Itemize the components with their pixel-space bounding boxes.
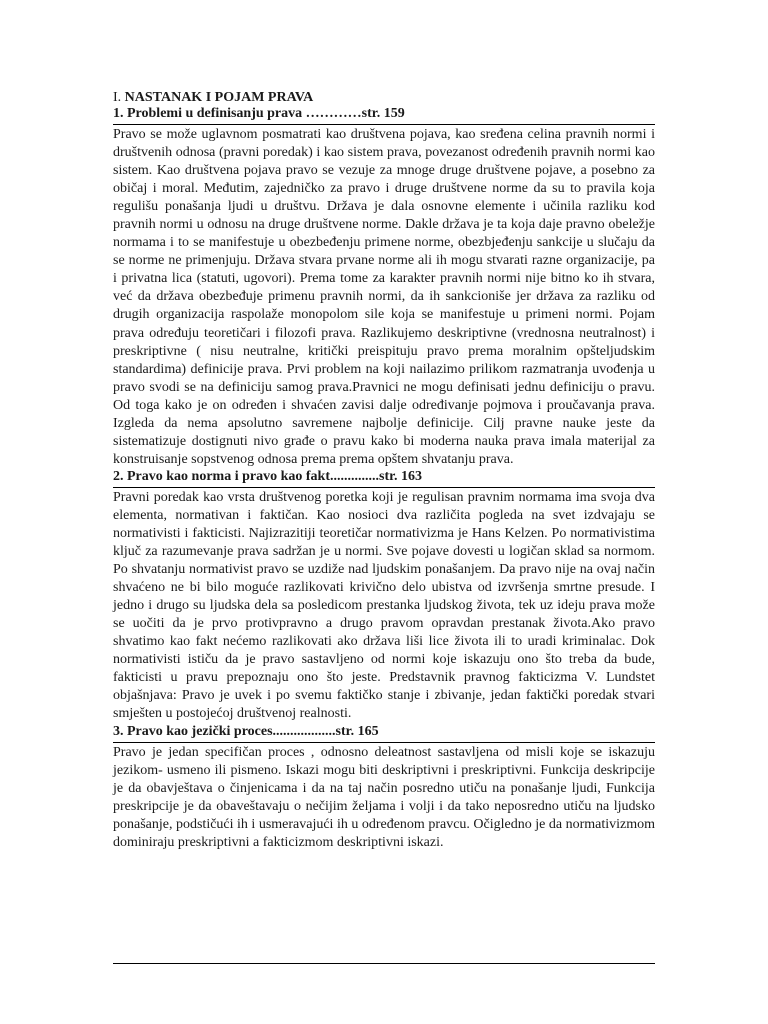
section-3-heading	[113, 724, 655, 743]
chapter-numeral: I.	[113, 90, 122, 105]
chapter-title: NASTANAK I POJAM PRAVA	[124, 90, 314, 105]
section-2-title: 2. Pravo kao norma i pravo kao fakt..............	[113, 468, 379, 484]
chapter-heading	[113, 90, 655, 106]
section-2-heading	[113, 469, 655, 488]
section-1-page-ref: str. 159	[361, 106, 405, 121]
document-content	[113, 90, 655, 852]
section-2-page-ref: str. 163	[379, 468, 423, 484]
section-1-body: Pravo se može uglavnom posmatrati kao društvena pojava, kao sređena celina pravnih normi i društvenih odnosa (pravni poredak) i kao sistem prava, povezanost određenih pravnih normi kao sistem. Kao društvena pojava pravo se vezuje za mnoge druge društvene pojave, a posebno za običaj i moral. Međutim, zajedničko za pravo i druge društvene norme da su to pravila koja regulišu ponašanja ljudi u društvu. Država je dala osnovne elemente i učinila razliku kod pravnih normi u odnosu na druge društvene norme. Dakle država je ta koja daje pravno obeležje normama i to se manifestuje u obezbeđenju primene norme, obezbjeđenju sankcije u slučaju da se norme ne primenjuju. Država stvara prvane norme ali ih mogu stvarati razne organizacije, pa i privatna lica (statuti, ugovori). Prema tome za karakter pravnih normi nije bitno ko ih stvara, već da država obezbeđuje primenu pravnih normi, da ih sankcioniše jer država za razliku od drugih organizacija raspolaže monopolom sile koja se manifestuje u primeni normi. Pojam prava određuju teoretičari i filozofi prava. Razlikujemo deskriptivne (vrednosna neutralnost) i preskriptivne ( nisu neutralne, kritički preispituju pravo prema moralnim opšteljudskim standardima) definicije prava. Prvi problem na koji nailazimo prilikom razmatranja uvođenja u pravo svodi se na definiciju samog prava.Pravnici ne mogu definisati jednu definiciju o pravu. Od toga kako je on određen i shvaćen zavisi dalje određivanje pojmova i proučavanja prava. Izgleda da nema apsolutno savremene najbolje definicije. Cilj pravne nauke jeste da sistematizuje dostignuti nivo građe o pravu kako bi moderna nauka prava imala materijal za konstruisanje sopstvenog odnosa prema prema opštem shvatanju prava.	[113, 127, 655, 467]
section-1-title: 1. Problemi u definisanju prava …………	[113, 106, 362, 121]
section-1-heading	[113, 106, 655, 125]
footer-divider	[113, 963, 655, 964]
section-3-title: 3. Pravo kao jezički proces..................	[113, 723, 336, 739]
section-3-body: Pravo je jedan specifičan proces , odnosno deleatnost sastavljena od misli koje se iskazuju jezikom- usmeno ili pismeno. Iskazi mogu biti deskriptivni i preskriptivni. Funkcija deskripcije je da obavještava o činjenicama i da na taj način posredno utiču na ponašanje ljudi, Funkcija preskripcije je da obaveštavaju o nečijim željama i volji i da tako neposredno utiču na ljudsko ponašanje, podstičući ih i usmeravajući ih u određenom pravcu. Očigledno je da normativizmom dominiraju preskriptivni a fakticizmom deskriptivni iskazi.	[113, 744, 655, 850]
section-3-page-ref: str. 165	[335, 723, 379, 739]
section-2-body: Pravni poredak kao vrsta društvenog poretka koji je regulisan pravnim normama ima svoja dva elementa, normativan i faktičan. Kao nosioci dva različita pogleda na svet izdvajaju se normativisti i fakticisti. Najizrazitiji teoretičar normativizma je Hans Kelzen. Po normativistima ključ za razumevanje prava sadržan je u normi. Sve pojave dovesti u logičan sklad sa normom. Po shvatanju normativist pravo se uzdiže nad ljudskim ponašanjem. Da pravo nije na ovaj način shvaćeno ne bi bilo moguće razlikovati krivično delo ubistva od izvršenja smrtne presude. I jedno i drugo su ljudska dela sa posledicom prestanka ljudskog života, tek uz ideju prava može se uočiti da je prvo protivpravno a drugo pravom opravdan prestanak života.Ako pravo shvatimo kao fakt nećemo razlikovati ako država liši lice života ili to uradi kriminalac. Dok normativisti ističu da je pravo sastavljeno od normi koje iskazuju ono što treba da bude, fakticisti u pravu prepoznaju ono što jeste. Predstavnik pravnog fakticizma V. Lundstet objašnjava: Pravo je uvek i po svemu faktičko stanje i zbivanje, jedan faktički poredak stvari smješten u postojećoj društvenoj realnosti.	[113, 489, 655, 722]
